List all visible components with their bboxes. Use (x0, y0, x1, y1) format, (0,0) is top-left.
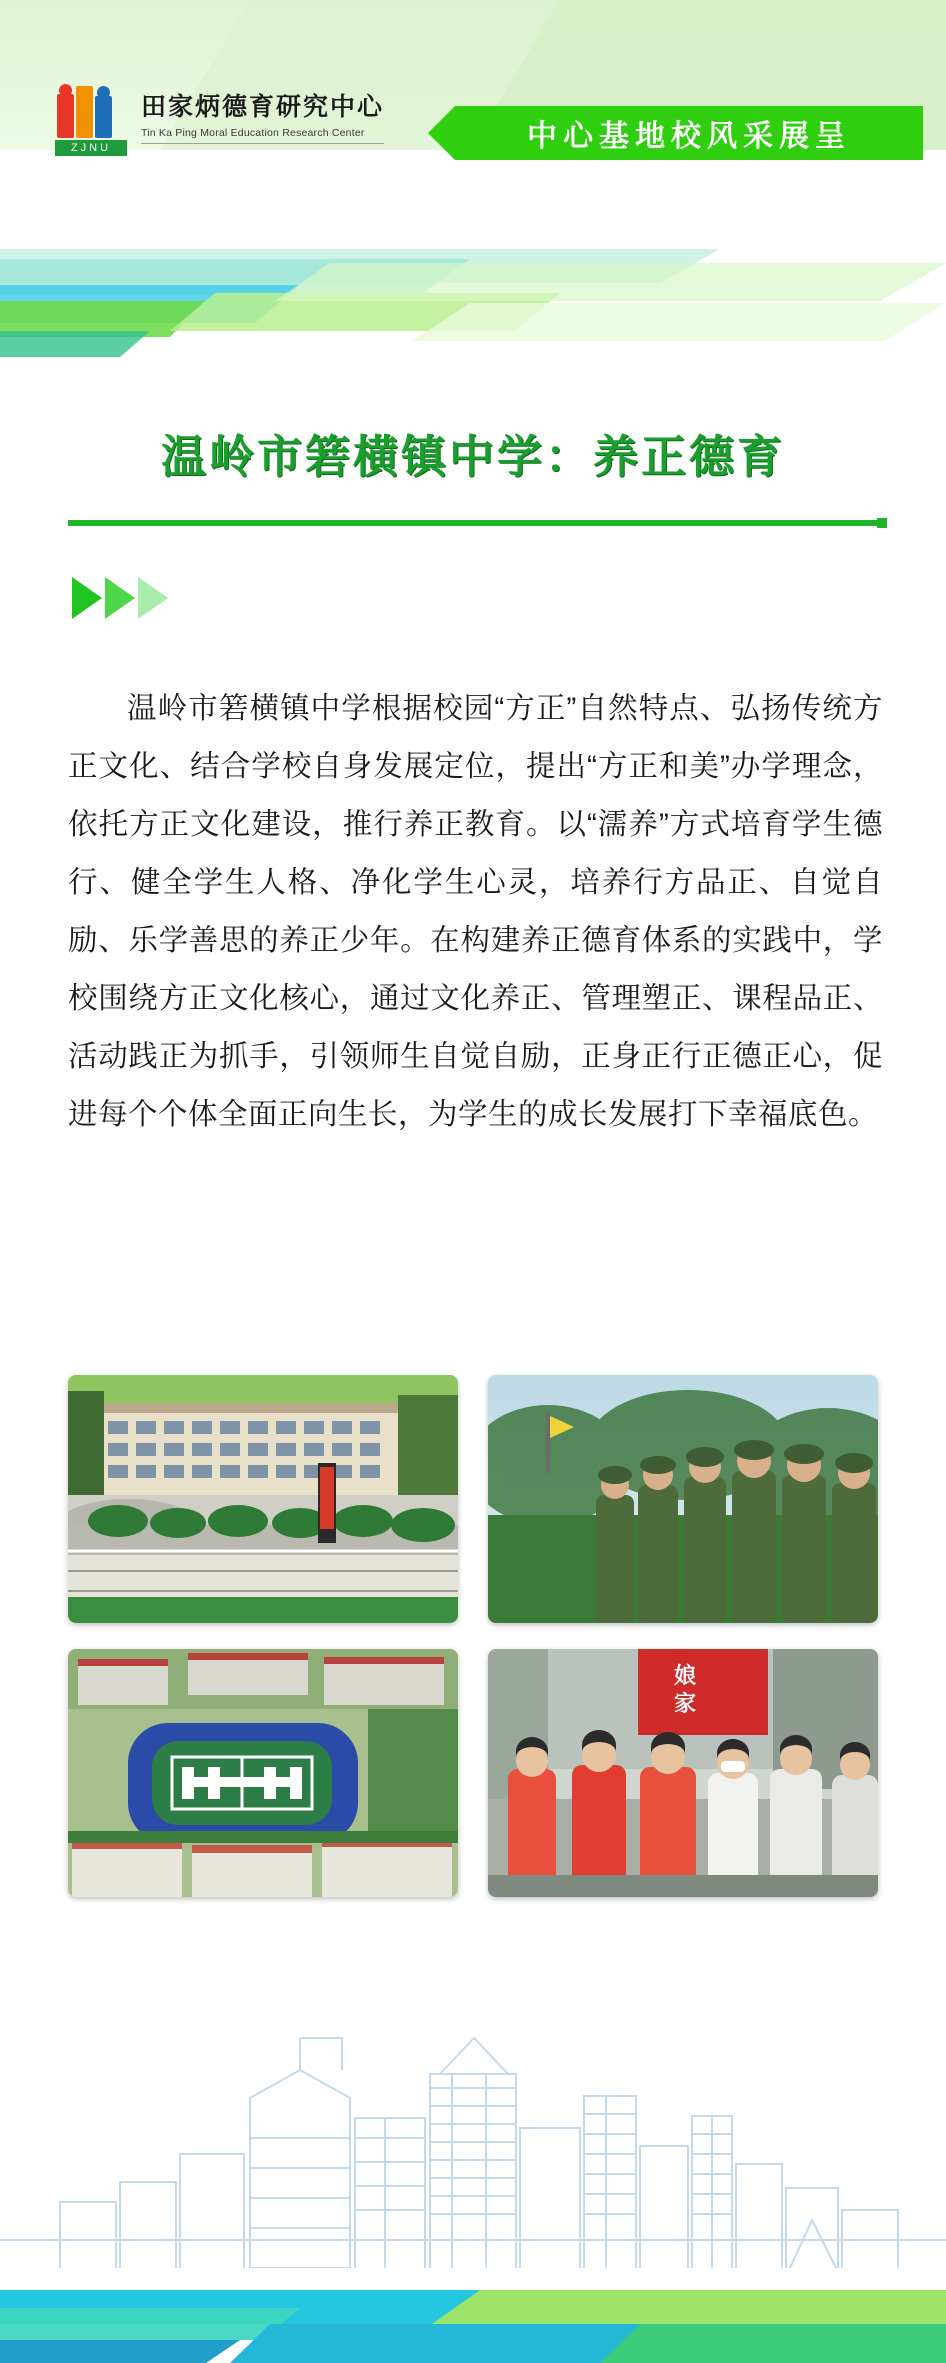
photo-gallery (68, 1375, 878, 1923)
title-underline (68, 520, 878, 526)
photo-campus-building (68, 1375, 458, 1623)
ribbon-graphic (0, 245, 946, 370)
body-paragraph: 温岭市箬横镇中学根据校园“方正”自然特点、弘扬传统方正文化、结合学校自身发展定位，提出“方正和美”办学理念，依托方正文化建设，推行养正教育。以“濡养”方式培育学生德行、健全学生人格、净化学生心灵，培养行方品正、自觉自励、乐学善思的养正少年。在构建养正德育体系的实践中，学校围绕方正文化核心，通过文化养正、管理塑正、课程品正、活动践正为抓手，引领师生自觉自励，正身正行正德正心，促进每个个体全面正向生长，为学生的成长发展打下幸福底色。 (68, 692, 883, 1131)
play-arrow-icon (138, 577, 168, 619)
page-title-wrap (0, 430, 946, 484)
footer-bars (0, 2268, 946, 2363)
photo-student-activity (488, 1649, 878, 1897)
logo-block (55, 82, 384, 156)
header-banner (455, 106, 923, 160)
tkp-logo-icon (55, 82, 127, 156)
photo-aerial-campus (68, 1649, 458, 1897)
svg-text:娘: 娘 (674, 1663, 697, 1688)
svg-text:家: 家 (674, 1691, 697, 1716)
skyline-watermark (0, 1978, 946, 2268)
ribbon-band (0, 245, 946, 370)
header (0, 0, 946, 245)
photo-row (68, 1649, 878, 1897)
zjnu-mark-label: ZJNU (55, 140, 127, 156)
arrow-accent-icons (72, 575, 212, 621)
play-arrow-icon (72, 577, 102, 619)
photo-row (68, 1375, 878, 1623)
header-banner-text: 中心基地校风采展呈 (527, 120, 851, 153)
org-name-en: Tin Ka Ping Moral Education Research Center (141, 126, 365, 139)
logo-text-block (141, 94, 384, 144)
play-arrow-icon (105, 577, 135, 619)
photo-military-training (488, 1375, 878, 1623)
org-name-cn: 田家炳德育研究中心 (141, 94, 385, 122)
page-title: 温岭市箬横镇中学：养正德育 (160, 432, 785, 482)
